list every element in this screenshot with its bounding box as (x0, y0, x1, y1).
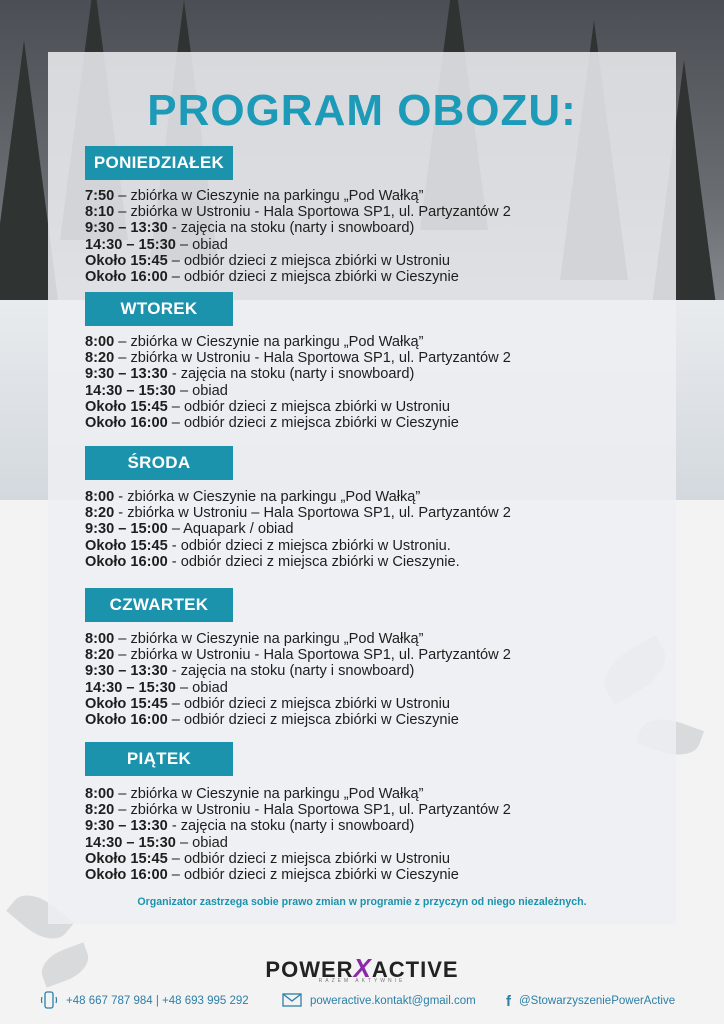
schedule-line: Około 15:45 - odbiór dzieci z miejsca zbiórki w Ustroniu. (85, 537, 451, 554)
email-address[interactable]: poweractive.kontakt@gmail.com (310, 995, 476, 1007)
page-title: PROGRAM OBOZU: (147, 86, 577, 135)
logo-text-power: POWER (265, 957, 354, 982)
schedule-line: Około 16:00 – odbiór dzieci z miejsca zbiórki w Cieszynie (85, 712, 459, 729)
schedule-line: Około 15:45 – odbiór dzieci z miejsca zbiórki w Ustroniu (85, 695, 450, 712)
phone-numbers: +48 667 787 984 | +48 693 995 292 (66, 995, 249, 1007)
schedule-line: 8:20 – zbiórka w Ustroniu - Hala Sportowa SP1, ul. Partyzantów 2 (85, 350, 511, 367)
schedule-line: 14:30 – 15:30 – obiad (85, 236, 228, 253)
schedule-line: 14:30 – 15:30 – obiad (85, 382, 228, 399)
schedule-line: 7:50 – zbiórka w Cieszynie na parkingu „Pod Wałką” (85, 188, 424, 204)
footer-facebook[interactable] (506, 991, 675, 1011)
schedule-line: 8:00 – zbiórka w Cieszynie na parkingu „Pod Wałką” (85, 631, 424, 647)
mail-icon (282, 992, 302, 1011)
schedule-line: 8:00 - zbiórka w Cieszynie na parkingu „Pod Wałką” (85, 489, 421, 505)
organizer-note: Organizator zastrzega sobie prawo zmian w programie z przyczyn od niego niezależnych. (137, 896, 587, 908)
day-schedule-friday (85, 786, 645, 883)
schedule-line: 8:00 – zbiórka w Cieszynie na parkingu „Pod Wałką” (85, 786, 424, 802)
schedule-line: 8:20 - zbiórka w Ustroniu – Hala Sportowa SP1, ul. Partyzantów 2 (85, 505, 511, 522)
schedule-line: 9:30 – 13:30 - zajęcia na stoku (narty i snowboard) (85, 366, 415, 383)
day-header-tuesday: WTOREK (85, 292, 233, 326)
schedule-line: 9:30 – 15:00 – Aquapark / obiad (85, 521, 294, 538)
schedule-line: 8:10 – zbiórka w Ustroniu - Hala Sportowa SP1, ul. Partyzantów 2 (85, 204, 511, 221)
day-header-thursday: CZWARTEK (85, 588, 233, 622)
schedule-line: 8:20 – zbiórka w Ustroniu - Hala Sportowa SP1, ul. Partyzantów 2 (85, 802, 511, 819)
logo-text-active: ACTIVE (371, 957, 459, 982)
logo-mark: X (353, 953, 372, 983)
schedule-line: 14:30 – 15:30 – obiad (85, 679, 228, 696)
footer-phone (40, 991, 249, 1011)
schedule-line: Około 15:45 – odbiór dzieci z miejsca zbiórki w Ustroniu (85, 398, 450, 415)
schedule-line: Około 16:00 – odbiór dzieci z miejsca zbiórki w Cieszynie (85, 415, 459, 432)
footer-email[interactable] (282, 991, 476, 1011)
schedule-line: 9:30 – 13:30 - zajęcia na stoku (narty i snowboard) (85, 220, 415, 237)
day-schedule-monday (85, 188, 645, 285)
schedule-line: Około 15:45 – odbiór dzieci z miejsca zbiórki w Ustroniu (85, 850, 450, 867)
day-header-wednesday: ŚRODA (85, 446, 233, 480)
facebook-handle[interactable]: @StowarzyszeniePowerActive (519, 995, 676, 1007)
schedule-line: 8:00 – zbiórka w Cieszynie na parkingu „Pod Wałką” (85, 334, 424, 350)
schedule-line: 9:30 – 13:30 - zajęcia na stoku (narty i snowboard) (85, 663, 415, 680)
schedule-line: 8:20 – zbiórka w Ustroniu - Hala Sportowa SP1, ul. Partyzantów 2 (85, 647, 511, 664)
schedule-line: Około 16:00 - odbiór dzieci z miejsca zbiórki w Cieszynie. (85, 553, 460, 570)
day-header-friday: PIĄTEK (85, 742, 233, 776)
logo-tagline: RAZEM AKTYWNIE (318, 978, 406, 984)
day-header-monday: PONIEDZIAŁEK (85, 146, 233, 180)
schedule-line: Około 16:00 – odbiór dzieci z miejsca zbiórki w Cieszynie (85, 269, 459, 286)
schedule-line: 9:30 – 13:30 - zajęcia na stoku (narty i snowboard) (85, 818, 415, 835)
facebook-icon: f (506, 992, 511, 1010)
schedule-line: Około 15:45 – odbiór dzieci z miejsca zbiórki w Ustroniu (85, 252, 450, 269)
phone-icon (40, 991, 58, 1012)
day-schedule-wednesday (85, 489, 645, 570)
schedule-line: Około 16:00 – odbiór dzieci z miejsca zbiórki w Cieszynie (85, 867, 459, 884)
day-schedule-tuesday (85, 334, 645, 431)
day-schedule-thursday (85, 631, 645, 728)
schedule-line: 14:30 – 15:30 – obiad (85, 834, 228, 851)
